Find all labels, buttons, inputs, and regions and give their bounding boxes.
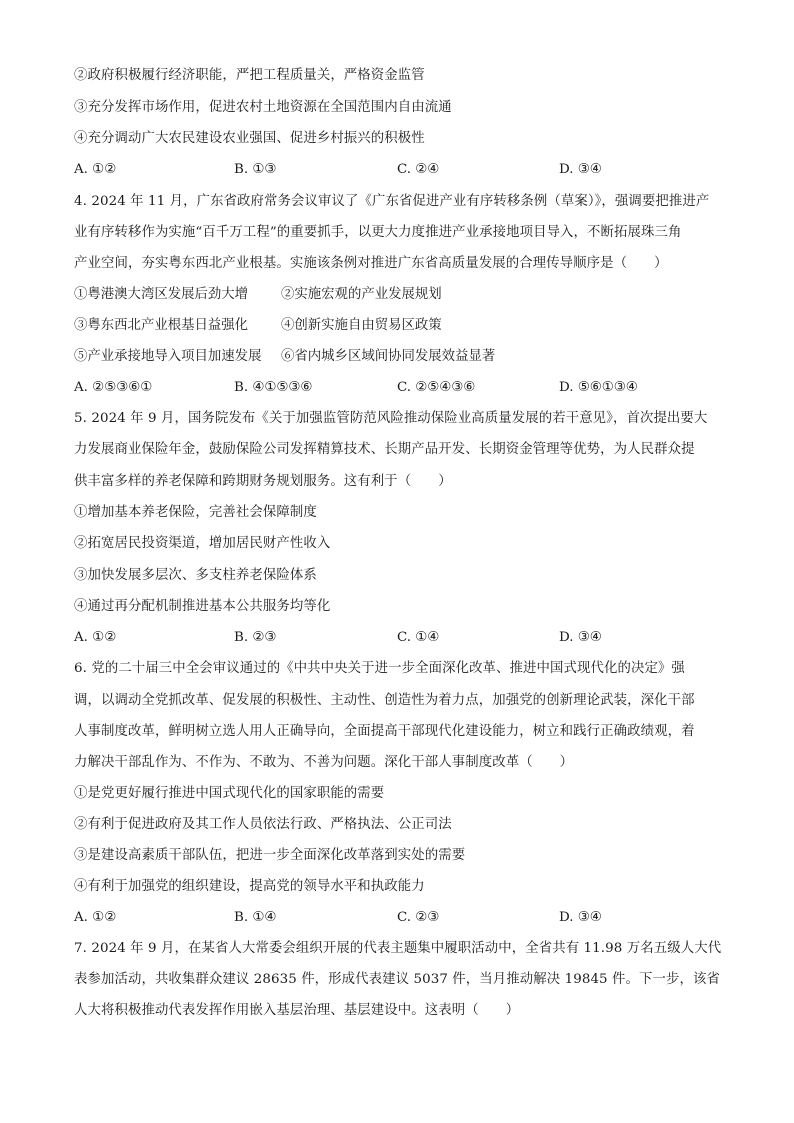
q3-option-a[interactable]: A. ①②	[74, 162, 117, 177]
q4-statement-row-2	[74, 316, 724, 336]
q4-option-b[interactable]: B. ④①⑤③⑥	[234, 380, 313, 395]
q5-statement-3: ③加快发展多层次、多支柱养老保险体系	[74, 568, 317, 583]
q4-option-c[interactable]: C. ②⑤④③⑥	[397, 380, 476, 395]
q4-statement-1: ①粤港澳大湾区发展后劲大增	[74, 287, 249, 302]
q5-option-c[interactable]: C. ①④	[397, 630, 440, 645]
q3-option-b[interactable]: B. ①③	[234, 162, 277, 177]
q7-stem-line-2: 表参加活动，共收集群众建议 28635 件，形成代表建议 5037 件，当月推动解决 19845 件。下一步，该省	[74, 972, 720, 987]
q6-statement-3: ③是建设高素质干部队伍，把进一步全面深化改革落到实处的需要	[74, 848, 466, 863]
q4-option-a[interactable]: A. ②⑤③⑥①	[74, 380, 153, 395]
q4-stem-line-1: 4. 2024 年 11 月，广东省政府常务会议审议了《广东省促进产业有序转移条例（草案）》，强调要把推进产	[74, 194, 710, 209]
q7-stem-line-3: 人大将积极推动代表发挥作用嵌入基层治理、基层建设中。这表明（ ）	[74, 1003, 520, 1018]
q7-stem-line-1: 7. 2024 年 9 月，在某省人大常委会组织开展的代表主题集中履职活动中，全省共有 11.98 万名五级人大代	[74, 941, 722, 956]
q5-stem-line-3: 供丰富多样的养老保障和跨期财务规划服务。这有利于（ ）	[74, 474, 452, 489]
q6-statement-1: ①是党更好履行推进中国式现代化的国家职能的需要	[74, 786, 385, 801]
q5-option-d[interactable]: D. ③④	[559, 630, 602, 645]
q5-statement-1: ①增加基本养老保险，完善社会保障制度	[74, 505, 317, 520]
q6-statement-2: ②有利于促进政府及其工作人员依法行政、严格执法、公正司法	[74, 817, 452, 832]
q4-option-d[interactable]: D. ⑤⑥①③④	[559, 380, 638, 395]
q6-stem-line-1: 6. 党的二十届三中全会审议通过的《中共中央关于进一步全面深化改革、推进中国式现代化的决定》强	[74, 661, 685, 676]
q4-stem-line-2: 业有序转移作为实施“百千万工程”的重要抓手，以更大力度推进产业承接地项目导入，不断拓展珠三角	[74, 225, 682, 240]
q6-option-a[interactable]: A. ①②	[74, 910, 117, 925]
q6-options	[74, 908, 724, 928]
q6-statement-4: ④有利于加强党的组织建设，提高党的领导水平和执政能力	[74, 879, 425, 894]
q3-statement-2: ②政府积极履行经济职能，严把工程质量关，严格资金监管	[74, 68, 425, 83]
q3-option-d[interactable]: D. ③④	[559, 162, 602, 177]
q5-statement-2: ②拓宽居民投资渠道，增加居民财产性收入	[74, 536, 331, 551]
q5-statement-4: ④通过再分配机制推进基本公共服务均等化	[74, 599, 331, 614]
q3-statement-3: ③充分发挥市场作用，促进农村土地资源在全国范围内自由流通	[74, 100, 452, 115]
q4-statement-3: ③粤东西北产业根基日益强化	[74, 318, 249, 333]
q6-stem-line-3: 人事制度改革，鲜明树立选人用人正确导向，全面提高干部现代化建设能力，树立和践行正确政绩观，着	[74, 724, 695, 739]
q6-stem-line-4: 力解决干部乱作为、不作为、不敢为、不善为问题。深化干部人事制度改革（ ）	[74, 755, 574, 770]
q4-statement-row-3	[74, 347, 724, 367]
q5-option-b[interactable]: B. ②③	[234, 630, 277, 645]
q3-statement-4: ④充分调动广大农民建设农业强国、促进乡村振兴的积极性	[74, 131, 425, 146]
q3-options	[74, 160, 724, 180]
q6-stem-line-2: 调，以调动全党抓改革、促发展的积极性、主动性、创造性为着力点，加强党的创新理论武装，深化干部	[74, 693, 695, 708]
q4-stem-line-3: 产业空间，夯实粤东西北产业根基。实施该条例对推进广东省高质量发展的合理传导顺序是（ ）	[74, 256, 668, 271]
q6-option-c[interactable]: C. ②③	[397, 910, 440, 925]
q4-statement-4: ④创新实施自由贸易区政策	[281, 318, 442, 333]
q5-stem-line-1: 5. 2024 年 9 月，国务院发布《关于加强监管防范风险推动保险业高质量发展的若干意见》，首次提出要大	[74, 411, 708, 426]
q5-option-a[interactable]: A. ①②	[74, 630, 117, 645]
q3-option-c[interactable]: C. ②④	[397, 162, 440, 177]
q4-statement-6: ⑥省内城乡区域间协同发展效益显著	[281, 349, 496, 364]
q4-statement-row-1	[74, 285, 724, 305]
q4-options	[74, 378, 724, 398]
q6-option-b[interactable]: B. ①④	[234, 910, 277, 925]
q4-statement-5: ⑤产业承接地导入项目加速发展	[74, 349, 262, 364]
q4-statement-2: ②实施宏观的产业发展规划	[281, 287, 442, 302]
q6-option-d[interactable]: D. ③④	[559, 910, 602, 925]
q5-stem-line-2: 力发展商业保险年金，鼓励保险公司发挥精算技术、长期产品开发、长期资金管理等优势，为人民群众提	[74, 442, 695, 457]
q5-options	[74, 628, 724, 648]
